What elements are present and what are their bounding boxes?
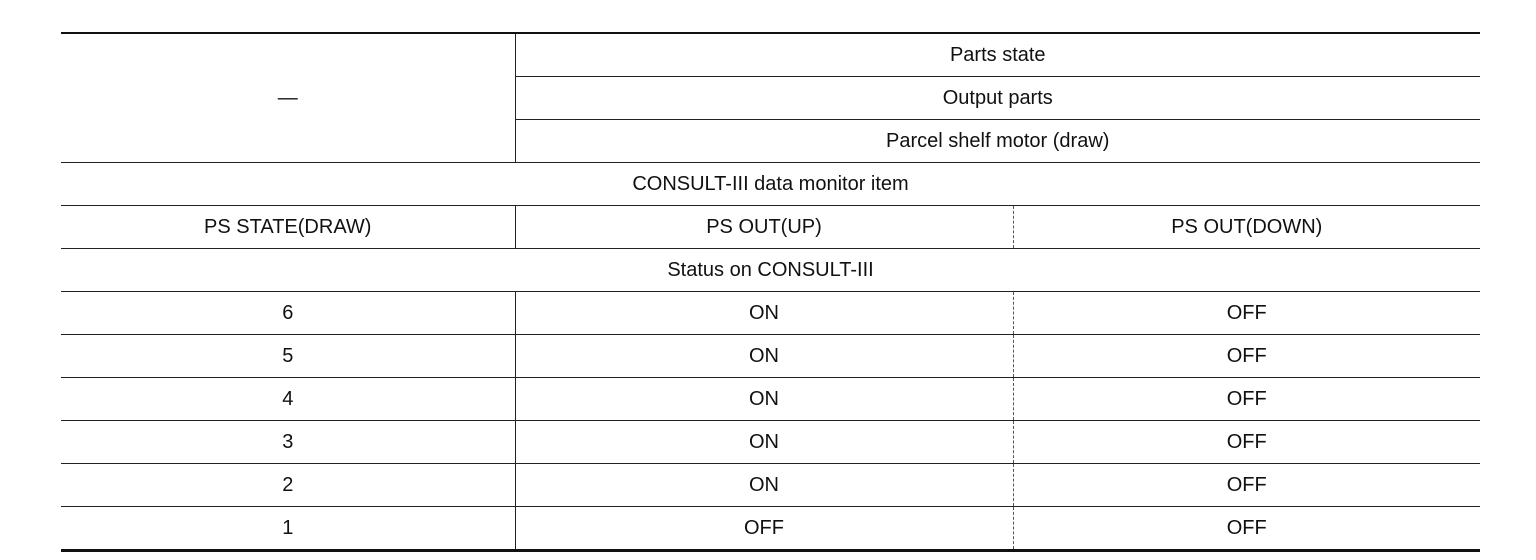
- table-cell-state: 3: [61, 421, 515, 464]
- table-cell-state: 4: [61, 378, 515, 421]
- motor-label: Parcel shelf motor (draw): [515, 120, 1480, 163]
- column-header-row: [61, 206, 1480, 249]
- table-cell-out-down: OFF: [1013, 507, 1480, 551]
- table-cell-out-down: OFF: [1013, 378, 1480, 421]
- monitor-item-label: CONSULT-III data monitor item: [61, 163, 1480, 206]
- table-cell-out-up: ON: [515, 421, 1013, 464]
- table-cell-out-up: ON: [515, 335, 1013, 378]
- table-cell-out-up: ON: [515, 378, 1013, 421]
- column-header-ps-out-down: PS OUT(DOWN): [1013, 206, 1480, 249]
- table-row: [61, 464, 1480, 507]
- table-cell-out-down: OFF: [1013, 421, 1480, 464]
- header-corner-cell: —: [61, 33, 515, 163]
- table-cell-state: 6: [61, 292, 515, 335]
- table-row: [61, 507, 1480, 551]
- table-cell-out-down: OFF: [1013, 335, 1480, 378]
- table-row: [61, 292, 1480, 335]
- table-row: [61, 421, 1480, 464]
- consult-status-table: [61, 32, 1480, 552]
- header-row-monitor-item: [61, 163, 1480, 206]
- table-cell-out-up: ON: [515, 464, 1013, 507]
- table-row: [61, 335, 1480, 378]
- table-cell-state: 2: [61, 464, 515, 507]
- column-header-ps-state: PS STATE(DRAW): [61, 206, 515, 249]
- status-label: Status on CONSULT-III: [61, 249, 1480, 292]
- header-row-parts-state: [61, 33, 1480, 77]
- table-row: [61, 378, 1480, 421]
- header-row-status: [61, 249, 1480, 292]
- table-cell-state: 1: [61, 507, 515, 551]
- table-cell-out-down: OFF: [1013, 292, 1480, 335]
- output-parts-label: Output parts: [515, 77, 1480, 120]
- status-table-container: [61, 32, 1480, 552]
- table-cell-out-down: OFF: [1013, 464, 1480, 507]
- parts-state-label: Parts state: [515, 33, 1480, 77]
- table-cell-state: 5: [61, 335, 515, 378]
- table-cell-out-up: OFF: [515, 507, 1013, 551]
- table-cell-out-up: ON: [515, 292, 1013, 335]
- column-header-ps-out-up: PS OUT(UP): [515, 206, 1013, 249]
